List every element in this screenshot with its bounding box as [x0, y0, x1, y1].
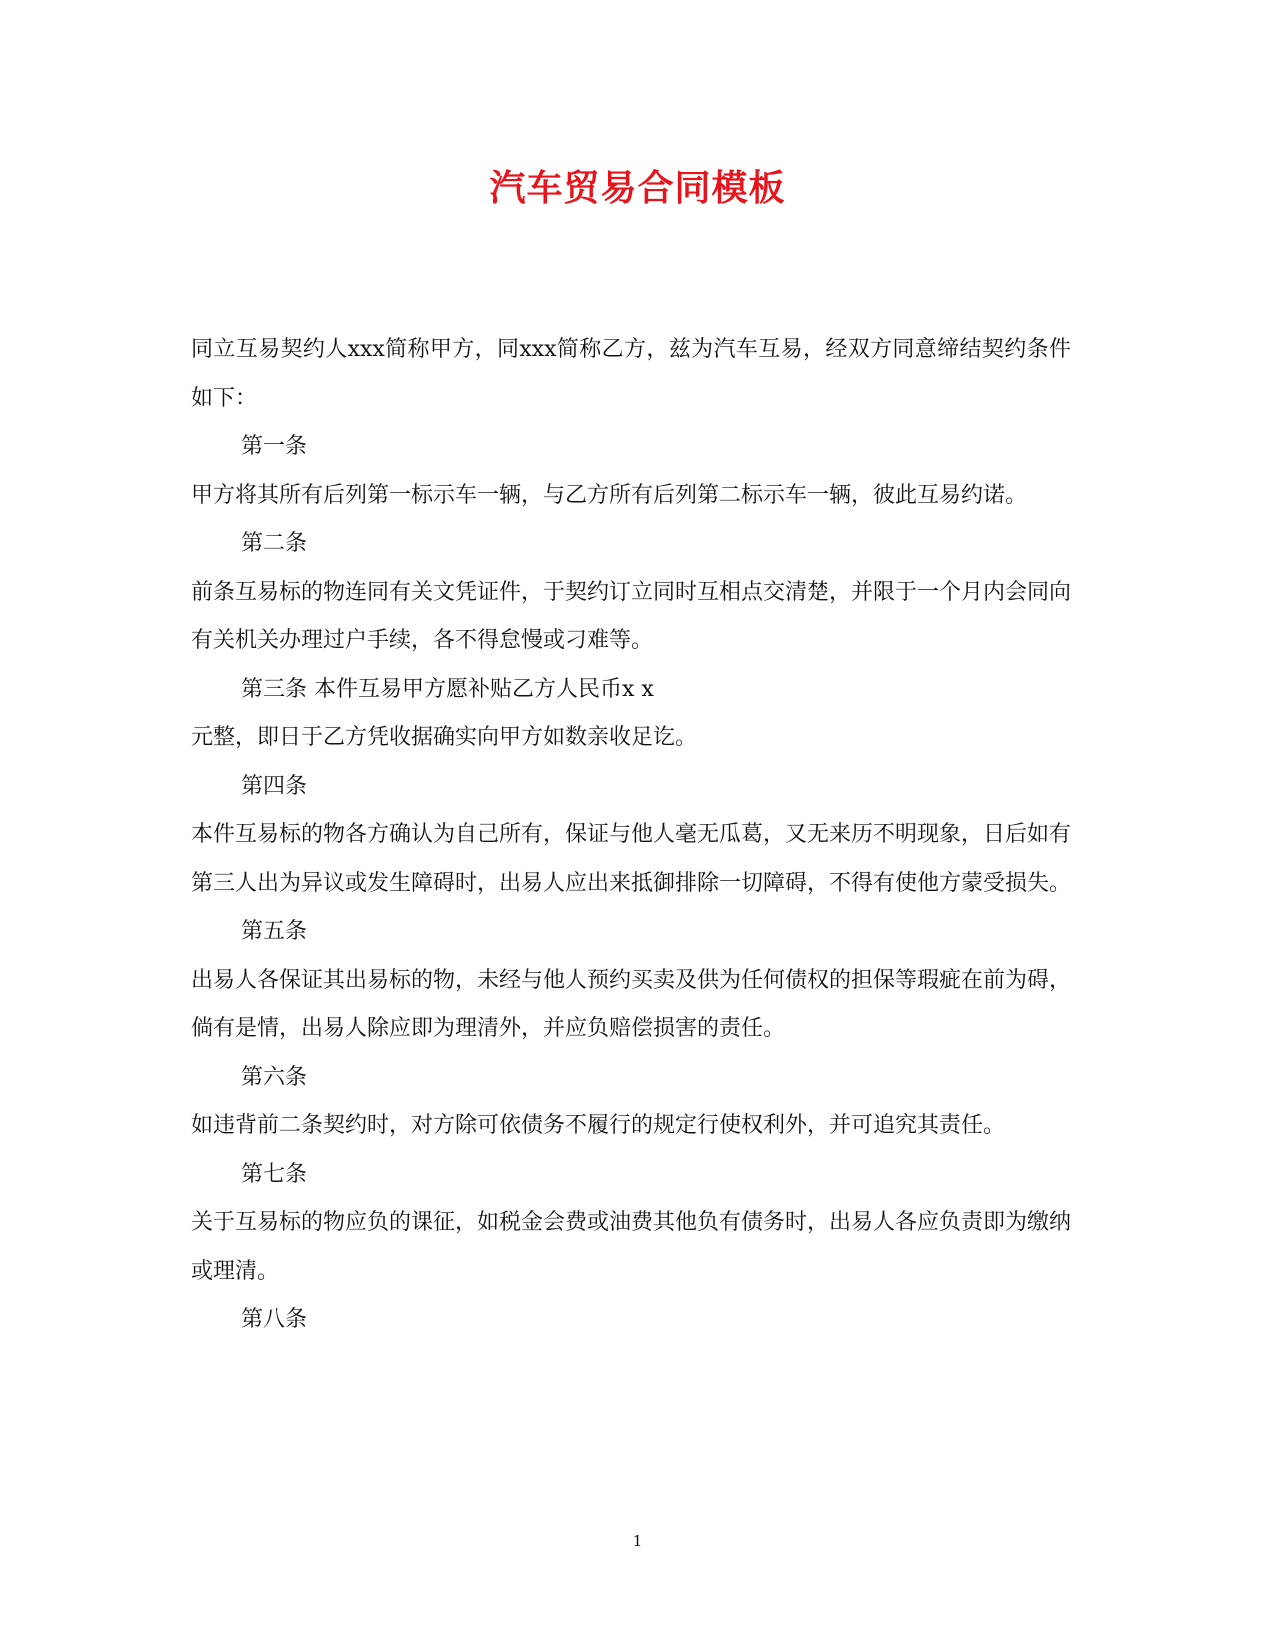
article-heading-5: 第五条 — [241, 919, 308, 944]
article-heading-4: 第四条 — [241, 773, 308, 799]
article-heading-7: 第七条 — [241, 1161, 308, 1187]
article-heading-3: 第三条 本件互易甲方愿补贴乙方人民币x x — [241, 676, 654, 702]
article-heading-1: 第一条 — [241, 434, 308, 459]
paragraph-article-6: 如违背前二条契约时，对方除可依债务不履行的规定行使权利外，并可追究其责任。 — [191, 1113, 1006, 1138]
paragraph-article-3: 元整，即日于乙方凭收据确实向甲方如数亲收足讫。 — [191, 725, 698, 750]
paragraph-article-4: 本件互易标的物各方确认为自己所有，保证与他人毫无瓜葛，又无来历不明现象，日后如有第三人出为异议或发生障碍时，出易人应出来抵御排除一切障碍，不得有使他方蒙受损失。 — [191, 822, 1072, 896]
paragraph-article-5: 出易人各保证其出易标的物，未经与他人预约买卖及供为任何债权的担保等瑕疵在前为碍，倘有是情，出易人除应即为理清外，并应负赔偿损害的责任。 — [191, 967, 1072, 1041]
paragraph-article-2: 前条互易标的物连同有关文凭证件，于契约订立同时互相点交清楚，并限于一个月内会同向有关机关办理过户手续，各不得怠慢或刁难等。 — [191, 579, 1072, 653]
page-number: 1 — [632, 1532, 643, 1550]
paragraph-intro: 同立互易契约人xxx简称甲方，同xxx简称乙方，兹为汽车互易，经双方同意缔结契约条件如下： — [191, 337, 1071, 411]
paragraph-article-1: 甲方将其所有后列第一标示车一辆，与乙方所有后列第二标示车一辆，彼此互易约诺。 — [191, 482, 1028, 508]
article-heading-2: 第二条 — [241, 531, 308, 556]
document-title: 汽车贸易合同模板 — [489, 167, 786, 209]
article-heading-8: 第八条 — [241, 1307, 308, 1332]
paragraph-article-7: 关于互易标的物应负的课征，如税金会费或油费其他负有债务时，出易人各应负责即为缴纳或理清。 — [191, 1210, 1072, 1284]
article-heading-6: 第六条 — [241, 1064, 308, 1090]
document-body — [191, 326, 1071, 1345]
